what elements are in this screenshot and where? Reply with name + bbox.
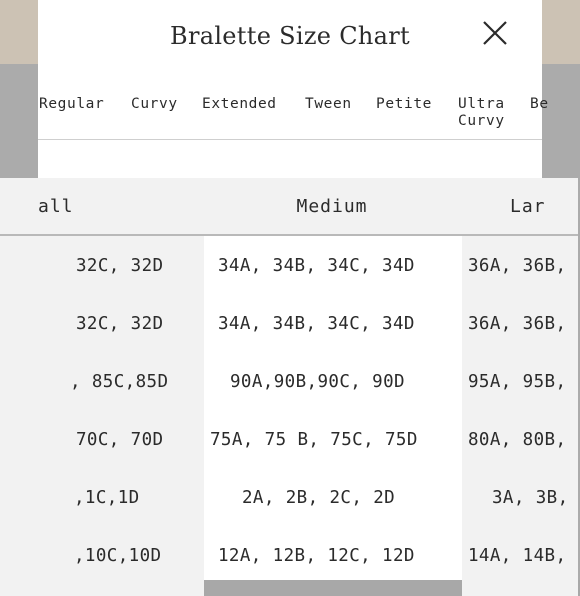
table-cell: ,1C,1D [74, 488, 140, 508]
table-cell: 2A, 2B, 2C, 2D [242, 488, 396, 508]
table-cell: 95A, 95B, [468, 372, 567, 392]
tab-tween[interactable]: Tween [305, 96, 352, 112]
column-shade-large [462, 236, 578, 596]
table-cell: 70C, 70D [76, 430, 164, 450]
tab-ultra-curvy[interactable]: Ultra Curvy [458, 96, 505, 129]
table-cell: 75A, 75 B, 75C, 75D [210, 430, 418, 450]
table-cell: 80A, 80B, [468, 430, 567, 450]
table-cell: 36A, 36B, [468, 314, 567, 334]
header-large: Lar [510, 196, 546, 217]
modal-title: Bralette Size Chart [170, 22, 410, 50]
column-shade-small [0, 236, 204, 596]
size-chart-modal [38, 0, 569, 580]
header-medium: Medium [296, 196, 368, 217]
table-cell: 3A, 3B, [492, 488, 569, 508]
tab-curvy[interactable]: Curvy [131, 96, 178, 112]
header-small: all [38, 196, 74, 217]
table-cell: 14A, 14B, [468, 546, 567, 566]
table-cell: 90A,90B,90C, 90D [230, 372, 405, 392]
tabs-divider [38, 139, 542, 140]
table-cell: 32C, 32D [76, 314, 164, 334]
tab-regular[interactable]: Regular [39, 96, 105, 112]
size-tabs [38, 96, 549, 140]
tab-extended[interactable]: Extended [202, 96, 277, 112]
table-cell: 34A, 34B, 34C, 34D [218, 314, 415, 334]
table-cell: 12A, 12B, 12C, 12D [218, 546, 415, 566]
close-icon[interactable] [480, 18, 510, 48]
tab-be[interactable]: Be [530, 96, 549, 112]
table-cell: , 85C,85D [70, 372, 169, 392]
header-divider [0, 234, 578, 236]
table-cell: 32C, 32D [76, 256, 164, 276]
tab-petite[interactable]: Petite [376, 96, 432, 112]
table-cell: ,10C,10D [74, 546, 162, 566]
table-cell: 36A, 36B, [468, 256, 567, 276]
table-cell: 34A, 34B, 34C, 34D [218, 256, 415, 276]
